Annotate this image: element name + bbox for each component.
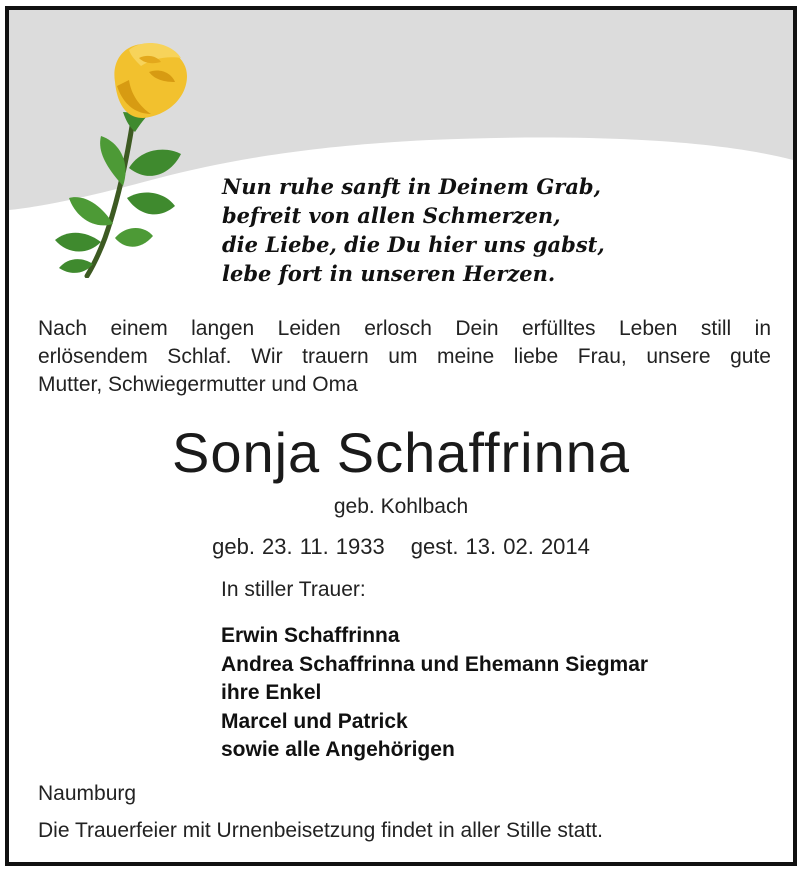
place: Naumburg bbox=[38, 782, 137, 805]
birth-name: geb. Kohlbach bbox=[333, 495, 469, 518]
poem-line: lebe fort in unseren Herzen. bbox=[222, 261, 556, 286]
life-dates bbox=[9, 534, 793, 560]
intro-line: Mutter, Schwiegermutter und Oma bbox=[38, 373, 358, 396]
intro-line: erlösendem Schlaf. Wir trauern um meine liebe Frau, unsere gute bbox=[38, 345, 771, 368]
mourner-entry: Erwin Schaffrinna bbox=[221, 624, 400, 647]
mourners-list bbox=[221, 622, 648, 765]
mourner-entry: Marcel und Patrick bbox=[221, 709, 408, 733]
deceased-name: Sonja Schaffrinna bbox=[171, 421, 631, 484]
birth-date: geb. 23. 11. 1933 bbox=[212, 534, 385, 559]
yellow-rose-icon bbox=[31, 28, 191, 278]
intro-line: Nach einem langen Leiden erlosch Dein erfülltes Leben still in bbox=[38, 317, 771, 340]
death-date: gest. 13. 02. 2014 bbox=[410, 534, 590, 559]
mourner-entry: Andrea Schaffrinna und Ehemann Siegmar bbox=[221, 652, 649, 676]
mourner-entry: ihre Enkel bbox=[221, 681, 322, 704]
ceremony-note: Die Trauerfeier mit Urnenbeisetzung findet in aller Stille statt. bbox=[38, 819, 603, 842]
mourning-label: In stiller Trauer: bbox=[221, 578, 366, 601]
poem-line: befreit von allen Schmerzen, bbox=[222, 203, 561, 228]
intro-text bbox=[38, 315, 771, 399]
poem-line: Nun ruhe sanft in Deinem Grab, bbox=[222, 174, 601, 199]
obituary-card bbox=[5, 6, 797, 866]
poem bbox=[222, 172, 605, 288]
poem-line: die Liebe, die Du hier uns gabst, bbox=[222, 232, 605, 257]
mourner-entry: sowie alle Angehörigen bbox=[221, 738, 455, 761]
